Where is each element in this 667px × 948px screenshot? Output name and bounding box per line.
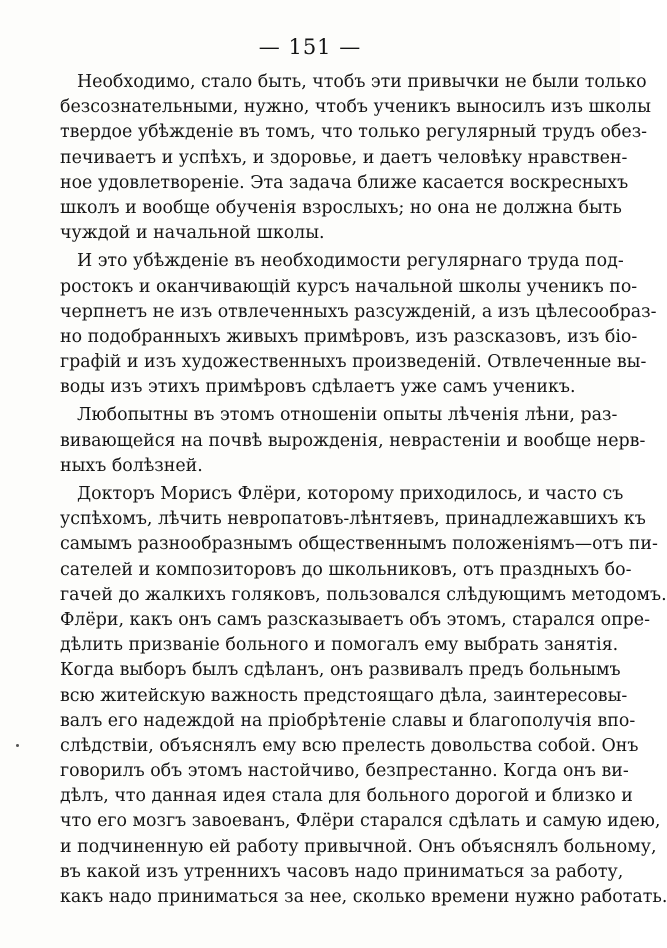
text-line: твердое убѣжденіе въ томъ, что только регулярный трудъ обез- [60, 122, 648, 143]
print-speck [16, 744, 19, 747]
text-line: И это убѣжденіе въ необходимости регулярнаго труда под- [77, 251, 624, 272]
text-line: безсознательными, нужно, чтобъ ученикъ выносилъ изъ школы [60, 97, 651, 118]
text-line: валъ его надеждой на пріобрѣтеніе славы и благополучія впо- [60, 710, 636, 731]
text-line: и подчиненную ей работу привычной. Онъ объяснялъ больному, [60, 836, 657, 857]
text-line: что его мозгъ завоеванъ, Флёри старался сдѣлать и самую идею, [60, 811, 661, 832]
paragraph [60, 249, 657, 400]
text-line: но подобранныхъ живыхъ примѣровъ, изъ разсказовъ, изъ біо- [60, 326, 638, 347]
paragraph [60, 403, 646, 479]
text-line: ное удовлетвореніе. Эта задача ближе касается воскресныхъ [60, 172, 629, 193]
text-line: школъ и вообще обученія взрослыхъ; но она не должна быть [60, 197, 622, 218]
text-line: Когда выборъ былъ сдѣланъ, онъ развивалъ предъ больнымъ [60, 660, 621, 681]
text-line: сателей и композиторовъ до школьниковъ, отъ праздныхъ бо- [60, 559, 632, 580]
text-line: говорилъ объ этомъ настойчиво, безпрестанно. Когда онъ ви- [60, 761, 629, 782]
text-line: чуждой и начальной школы. [60, 223, 325, 244]
text-line: Флёри, какъ онъ самъ разсказываетъ объ этомъ, старался опре- [60, 609, 650, 630]
text-line: дѣлить призваніе больного и помогалъ ему выбрать занятія. [60, 635, 619, 656]
body-text [60, 70, 667, 913]
paragraph [60, 482, 667, 910]
text-line: Докторъ Морисъ Флёри, которому приходилось, и часто съ [77, 484, 624, 504]
text-line: слѣдствіи, объяснялъ ему всю прелесть довольства собой. Онъ [60, 735, 639, 756]
text-line: воды изъ этихъ примѣровъ сдѣлаетъ уже самъ ученикъ. [60, 377, 576, 398]
text-line: самымъ разнообразнымъ общественнымъ положеніямъ—отъ пи- [60, 534, 658, 555]
text-line: успѣхомъ, лѣчить невропатовъ-лѣнтяевъ, принадлежавшихъ къ [60, 509, 646, 530]
text-line: какъ надо приниматься за нее, сколько времени нужно работать. [60, 887, 667, 907]
text-line: всю житейскую важность предстоящаго дѣла, заинтересовы- [60, 685, 628, 706]
paragraph [60, 70, 651, 246]
text-line: въ какой изъ утреннихъ часовъ надо приниматься за работу, [60, 861, 624, 882]
text-line: гачей до жалкихъ голяковъ, пользовался слѣдующимъ методомъ. [60, 584, 667, 605]
page-number: — 151 — [258, 35, 362, 59]
text-line: Любопытны въ этомъ отношеніи опыты лѣченія лѣни, раз- [77, 405, 618, 426]
text-line: ростокъ и оканчивающій курсъ начальной школы ученикъ по- [60, 276, 638, 297]
text-line: вивающейся на почвѣ вырожденія, неврастеніи и вообще нерв- [60, 430, 646, 451]
text-line: ныхъ болѣзней. [60, 455, 203, 476]
text-line: черпнетъ не изъ отвлеченныхъ разсужденій, а изъ цѣлесообраз- [60, 301, 657, 322]
text-line: печиваетъ и успѣхъ, и здоровье, и даетъ человѣку нравствен- [60, 147, 628, 168]
text-line: Необходимо, стало быть, чтобъ эти привычки не были только [77, 72, 647, 92]
text-line: дѣлъ, что данная идея стала для больного дорогой и близко и [60, 786, 633, 807]
text-line: графій и изъ художественныхъ произведеній. Отвлеченные вы- [60, 352, 647, 373]
